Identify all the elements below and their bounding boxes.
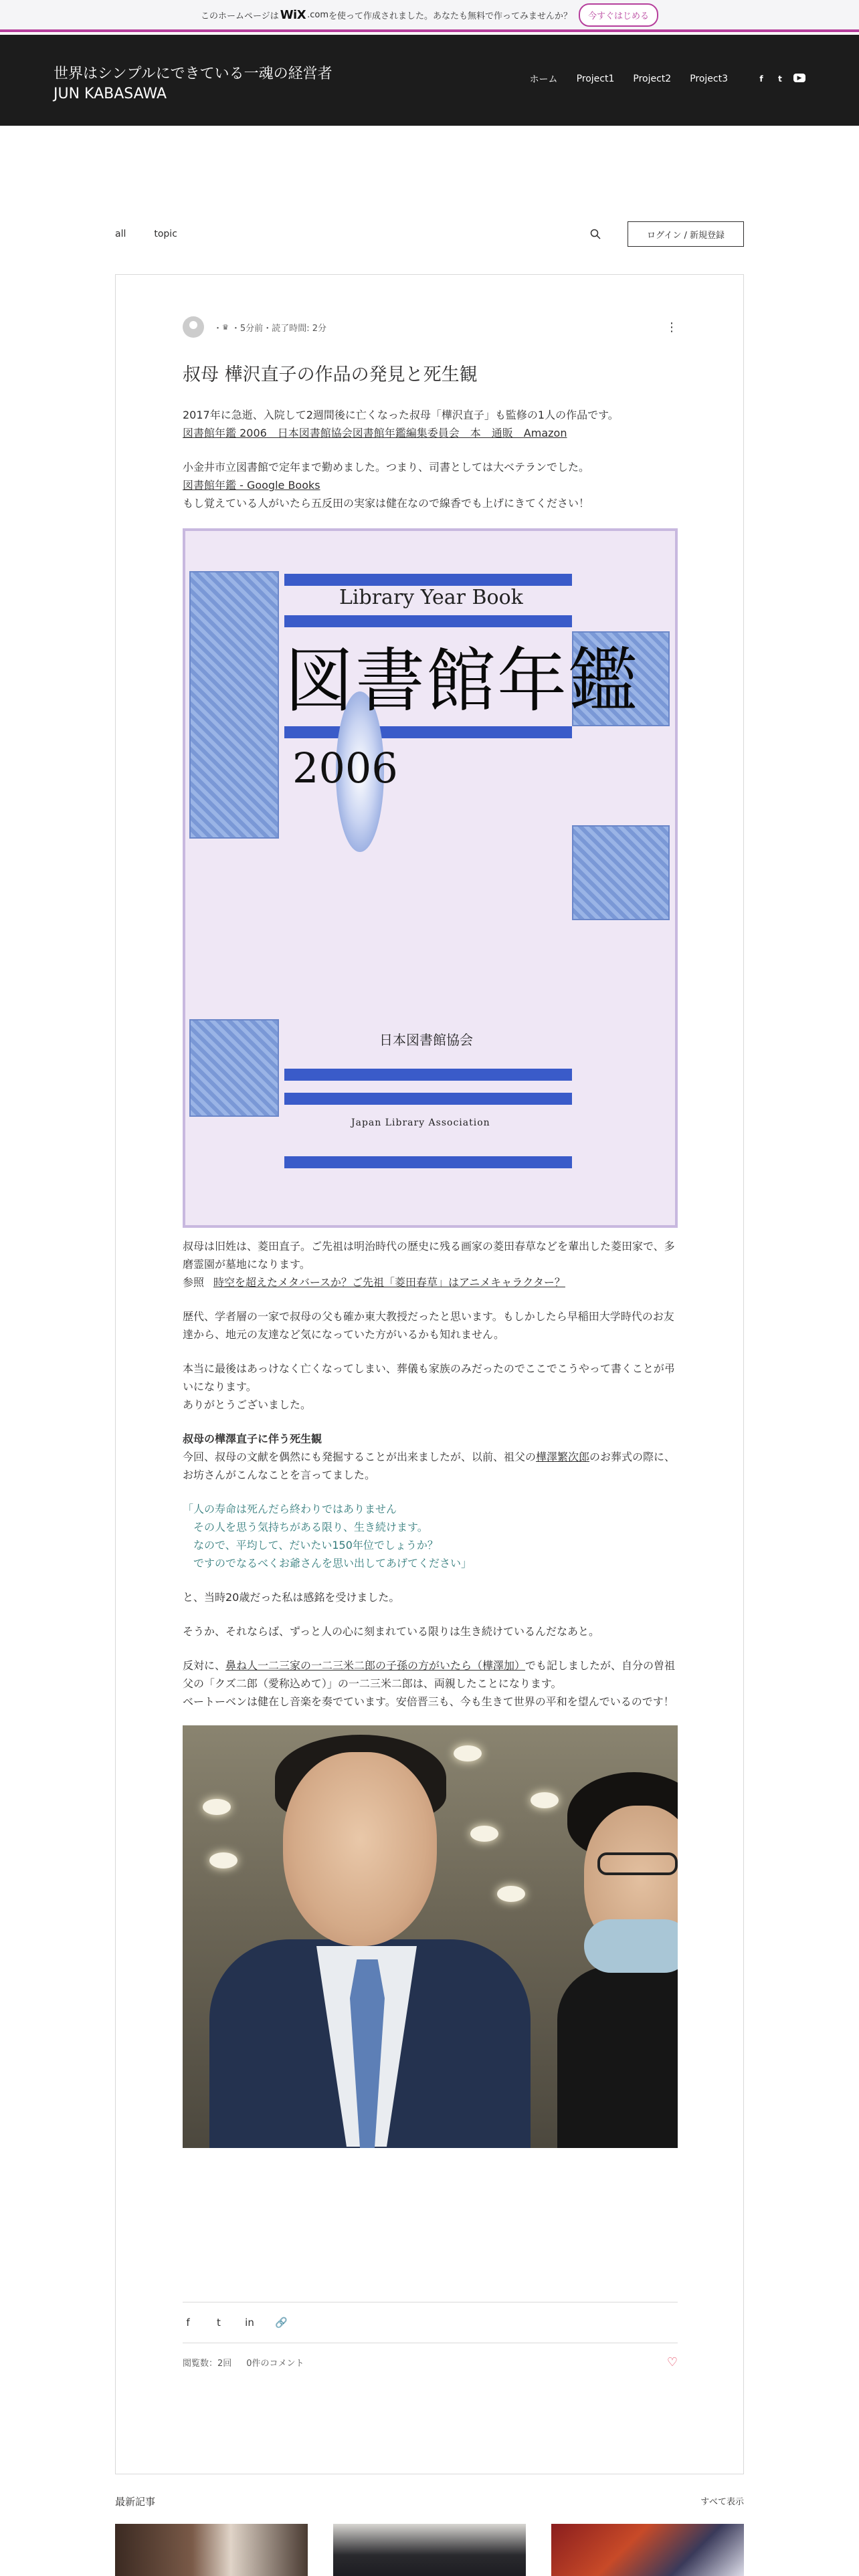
cover-pattern [189,571,279,839]
post-time: 5分前 [240,323,264,334]
p9-text-2: でも記しましたが、自分の曽祖父の「クズ二郎（愛称込めて）」の一二三米二郎は、両親したことになります。 [183,1659,676,1690]
paragraph-8: そうか、それならば、ずっと人の心に刻まれている限りは生き続けているんだなあと。 [183,1625,600,1638]
facebook-icon[interactable]: f [759,74,763,84]
p2-text-2: もし覚えている人がいたら五反田の実家は健在なので線香でも上げにきてください！ [183,497,590,510]
book-cover-image[interactable] [183,528,678,1228]
quote-line: なので、平均して、だいたい150年位でしょうか？ [183,1539,438,1551]
views-count: 閲覧数：2回 [183,2358,232,2369]
ceiling-light [209,1852,237,1868]
google-books-link[interactable]: 図書館年鑑 - Google Books [183,479,320,492]
section-heading: 叔母の樺澤直子に伴う死生観 [183,1432,322,1445]
crown-icon: ♛ [222,322,229,332]
twitter-icon[interactable]: t [778,74,782,84]
paragraph-4: 歴代、学者層の一家で叔母の父も確か東大教授だったと思います。もしかしたら早稲田大学時代のお友達から、地元の友達など気になっていた方がいるかも知れません。 [183,1310,674,1341]
quote-line: 「人の寿命は死んだら終わりではありません [183,1503,397,1515]
p9-text: 反対に、 [183,1659,226,1672]
paragraph-1 [183,406,678,442]
ceiling-light [531,1792,559,1808]
cover-bar [284,726,572,738]
social-links [748,74,805,84]
ceiling-light [203,1799,231,1815]
p5-text-2: ありがとうございました。 [183,1398,312,1411]
meta-dot: ・ [231,323,240,334]
read-time: 読了時間: 2分 [272,323,326,334]
start-now-button[interactable]: 今すぐはじめる [579,3,658,27]
cover-bar [284,1069,572,1081]
cover-bar [284,1156,572,1168]
paragraph-6 [183,1430,678,1484]
p10-text: ベートーベンは健在し音楽を奏でています。安倍晋三も、今も生きて世界の平和を望んでいるのです！ [183,1695,674,1708]
blog-menu [115,221,744,247]
post-meta [183,315,678,339]
person2-mask [584,1919,678,1973]
ceiling-light [470,1826,498,1842]
cover-publisher-en: Japan Library Association [351,1117,490,1128]
facebook-share-icon[interactable]: f [186,2317,190,2329]
post-content [183,315,678,2381]
cover-japanese-title: 図書館年鑑 [284,640,640,722]
nav-home[interactable]: ホーム [529,74,558,85]
more-actions-icon[interactable]: ⋮ [666,320,678,334]
p6-text-2: のお葬式の際に、お坊さんがこんなことを言ってました。 [183,1451,676,1481]
meta-dot: ・ [263,323,272,334]
banner-text-before: このホームページは [200,11,279,21]
banner-text-after: を使って作成されました。あなたも無料で作ってみませんか？ [328,11,573,21]
comments-count[interactable]: 0件のコメント [246,2358,304,2369]
person-face [283,1752,437,1946]
post-card [115,274,744,2474]
category-topic[interactable]: topic [154,229,177,239]
nav-project3[interactable]: Project3 [690,74,728,84]
site-header [0,35,859,126]
recent-post-thumbnail[interactable] [115,2524,308,2576]
nav-project2[interactable]: Project2 [633,74,672,84]
linkedin-share-icon[interactable]: in [245,2317,254,2329]
p2-text: 小金井市立図書館で定年まで勤めました。つまり、司書としては大ベテランでした。 [183,461,590,473]
p1-text: 2017年に急逝、入院して2週間後に亡くなった叔母「樺沢直子」も監修の1人の作品です。 [183,409,619,421]
p5-text: 本当に最後はあっけなく亡くなってしまい、葬儀も家族のみだったのでここでこうやって書くことが弔いになります。 [183,1362,675,1393]
post-title: 叔母 樺沢直子の作品の発見と死生観 [183,364,478,385]
cover-bar [284,574,572,586]
p3-ref: 参照 [183,1276,205,1289]
cover-year: 2006 [292,744,398,792]
metaverse-link[interactable]: 時空を超えたメタバースか？ご先祖「菱田春草」はアニメキャラクター？ [213,1276,565,1289]
nav-project1[interactable]: Project1 [576,74,615,84]
paragraph-5 [183,1360,678,1414]
ceiling-light [497,1886,525,1902]
wix-logo[interactable]: WiX [280,7,306,22]
person2-body [557,1966,678,2148]
quote-block [183,1500,678,1572]
grandfather-link[interactable]: 樺澤繁次郎 [536,1451,590,1463]
ceiling-light [454,1745,482,1761]
cover-publisher: 日本図書館協会 [379,1032,473,1048]
see-all-link[interactable]: すべて表示 [700,2497,744,2507]
site-title-line2[interactable]: JUN KABASAWA [54,86,167,102]
youtube-icon[interactable]: ▶ [793,74,805,82]
recent-posts-list [115,2524,744,2576]
category-all[interactable]: all [115,229,126,239]
person2-glasses [597,1852,678,1875]
paragraph-2 [183,458,678,512]
recent-post-thumbnail[interactable] [333,2524,526,2576]
cover-pattern [572,825,670,920]
cover-pattern [189,1019,279,1117]
amazon-link[interactable]: 図書館年鑑 2006 日本図書館協会図書館年鑑編集委員会 本 通販 Amazon [183,427,567,439]
post-photo[interactable] [183,1725,678,2148]
site-nav [511,72,805,86]
meta-dot: ・ [213,323,223,334]
hifumi-link[interactable]: 鼻ね人一二三家の一二三米二郎の子孫の方がいたら（樺澤加） [225,1659,526,1672]
twitter-share-icon[interactable]: t [217,2317,221,2329]
p3-text: 叔母は旧姓は、菱田直子。ご先祖は明治時代の歴史に残る画家の菱田春草などを輩出した菱田家で、多磨霊園が墓地になります。 [183,1240,675,1271]
wix-banner [0,0,859,32]
stats-row [183,2343,678,2381]
recent-post-thumbnail[interactable] [551,2524,744,2576]
avatar[interactable] [183,316,204,338]
p6-text: 今回、叔母の文献を偶然にも発掘することが出来ましたが、以前、祖父の [183,1451,537,1463]
paragraph-9 [183,1656,678,1711]
heart-icon[interactable]: ♡ [666,2355,678,2369]
link-share-icon[interactable]: 🔗 [275,2317,288,2329]
quote-line: ですのでなるべくお爺さんを思い出してあげてください」 [183,1557,472,1570]
search-icon[interactable] [590,229,601,239]
recent-posts-header [115,2494,744,2508]
paragraph-3 [183,1237,678,1291]
cover-bar [284,1093,572,1105]
banner-com: .com [307,9,329,20]
share-row [183,2302,678,2343]
quote-line: その人を思う気持ちがある限り、生き続けます。 [183,1521,428,1533]
paragraph-7: と、当時20歳だった私は感銘を受けました。 [183,1591,400,1604]
site-title[interactable] [54,64,332,104]
cover-english-title: Library Year Book [339,586,523,609]
login-signup-button[interactable]: ログイン / 新規登録 [628,221,744,247]
recent-posts-title: 最新記事 [115,2496,156,2508]
site-title-line1[interactable]: 世界はシンプルにできている一魂の経営者 [54,66,332,82]
